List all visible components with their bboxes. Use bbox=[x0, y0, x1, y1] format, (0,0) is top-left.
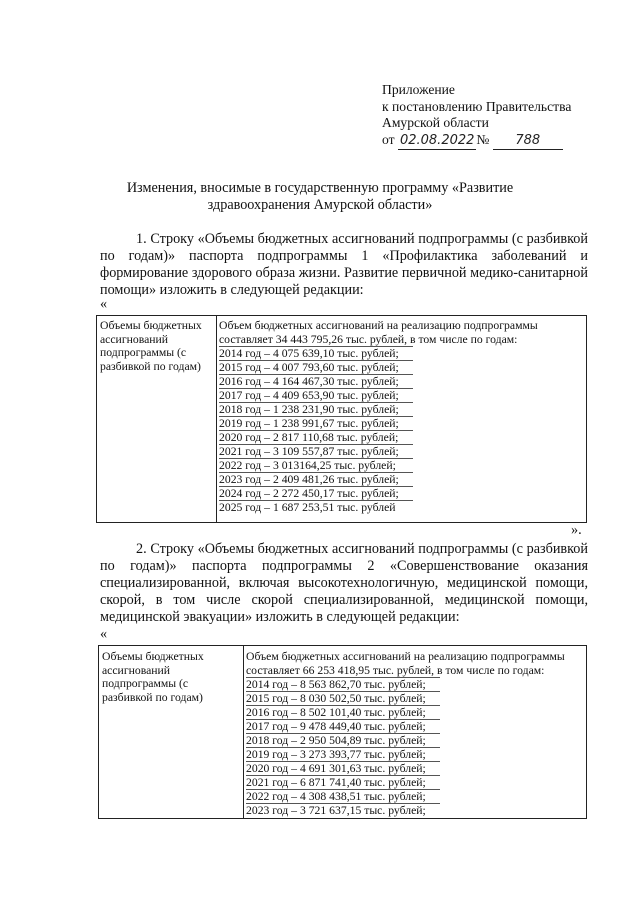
row-label-cell bbox=[99, 646, 244, 819]
year-line: 2019 год – 1 238 991,67 тыс. рублей; bbox=[219, 417, 413, 431]
year-line: 2017 год – 9 478 449,40 тыс. рублей; bbox=[246, 720, 440, 734]
label-line: ассигнований bbox=[102, 663, 171, 677]
document-title: Изменения, вносимые в государственную программу «Развитие здравоохранения Амурской области» bbox=[126, 180, 514, 213]
paragraph-1: 1. Строку «Объемы бюджетных ассигнований подпрограммы (с разбивкой по годам)» паспорта подпрограммы 1 «Профилактика заболеваний и формирование здорового образа жизни. Развитие первичной медико-санитарной помощи» изложить в следующей редакции: bbox=[100, 231, 588, 298]
paragraph-2: 2. Строку «Объемы бюджетных ассигнований подпрограммы (с разбивкой по годам)» паспорта подпрограммы 2 «Совершенствование оказания специализированной, включая высокотехнологичную, медицинской помощи, скорой, в том числе скорой специализированной, медицинской помощи, медицинской эвакуации» изложить в следующей редакции: bbox=[100, 541, 588, 625]
label-line: ассигнований bbox=[100, 332, 169, 346]
table-row bbox=[97, 316, 587, 523]
year-line: 2019 год – 3 273 393,77 тыс. рублей; bbox=[246, 748, 440, 762]
year-line: 2020 год – 4 691 301,63 тыс. рублей; bbox=[246, 762, 440, 776]
year-line: 2017 год – 4 409 653,90 тыс. рублей; bbox=[219, 389, 413, 403]
appendix-line-3: Амурской области bbox=[382, 115, 489, 131]
year-line: 2014 год – 8 563 862,70 тыс. рублей; bbox=[246, 677, 440, 692]
table-row bbox=[99, 646, 587, 819]
year-line: 2018 год – 1 238 231,90 тыс. рублей; bbox=[219, 403, 413, 417]
year-line: 2020 год – 2 817 110,68 тыс. рублей; bbox=[219, 431, 413, 445]
year-line: 2022 год – 3 013164,25 тыс. рублей; bbox=[219, 459, 413, 473]
budget-table-2 bbox=[98, 645, 587, 819]
year-line: 2016 год – 8 502 101,40 тыс. рублей; bbox=[246, 706, 440, 720]
year-line: 2023 год – 2 409 481,26 тыс. рублей; bbox=[219, 473, 413, 487]
year-line: 2021 год – 6 871 741,40 тыс. рублей; bbox=[246, 776, 440, 790]
label-line: Объемы бюджетных bbox=[102, 650, 204, 663]
date-prefix: от bbox=[382, 131, 395, 147]
label-line: подпрограммы (с bbox=[102, 677, 189, 691]
label-line: разбивкой по годам) bbox=[102, 690, 203, 704]
label-line: разбивкой по годам) bbox=[100, 359, 201, 373]
row-label-cell bbox=[97, 316, 217, 523]
year-line: 2021 год – 3 109 557,87 тыс. рублей; bbox=[219, 445, 413, 459]
year-line: 2018 год – 2 950 504,89 тыс. рублей; bbox=[246, 734, 440, 748]
year-line: 2023 год – 3 721 637,15 тыс. рублей; bbox=[246, 804, 426, 818]
budget-table-1 bbox=[96, 315, 587, 523]
row-value-cell bbox=[244, 646, 587, 819]
label-line: подпрограммы (с bbox=[100, 346, 187, 360]
row-value-cell bbox=[217, 316, 587, 523]
close-quote-1: ». bbox=[571, 522, 582, 538]
intro-line: Объем бюджетных ассигнований на реализацию подпрограммы bbox=[219, 319, 538, 332]
open-quote-1: « bbox=[100, 296, 108, 312]
year-line: 2015 год – 8 030 502,50 тыс. рублей; bbox=[246, 692, 440, 706]
year-line: 2015 год – 4 007 793,60 тыс. рублей; bbox=[219, 361, 413, 375]
year-line: 2024 год – 2 272 450,17 тыс. рублей; bbox=[219, 487, 413, 501]
handwritten-date: 02.08.2022 bbox=[398, 133, 476, 151]
label-line: Объемы бюджетных bbox=[100, 319, 202, 332]
year-line: 2016 год – 4 164 467,30 тыс. рублей; bbox=[219, 375, 413, 389]
appendix-header bbox=[382, 82, 622, 150]
open-quote-2: « bbox=[100, 626, 108, 642]
appendix-line-1: Приложение bbox=[382, 82, 455, 97]
intro-line: составляет 66 253 418,95 тыс. рублей, в том числе по годам: bbox=[246, 663, 545, 677]
intro-line: Объем бюджетных ассигнований на реализацию подпрограммы bbox=[246, 650, 565, 663]
handwritten-number: 788 bbox=[493, 133, 563, 151]
number-sign: № bbox=[476, 131, 490, 147]
appendix-line-2: к постановлению Правительства bbox=[382, 98, 572, 114]
intro-line: составляет 34 443 795,26 тыс. рублей, в том числе по годам: bbox=[219, 332, 518, 346]
year-line: 2014 год – 4 075 639,10 тыс. рублей; bbox=[219, 346, 413, 361]
year-line: 2022 год – 4 308 438,51 тыс. рублей; bbox=[246, 790, 440, 804]
year-line: 2025 год – 1 687 253,51 тыс. рублей bbox=[219, 501, 396, 515]
appendix-date-line bbox=[382, 132, 622, 151]
